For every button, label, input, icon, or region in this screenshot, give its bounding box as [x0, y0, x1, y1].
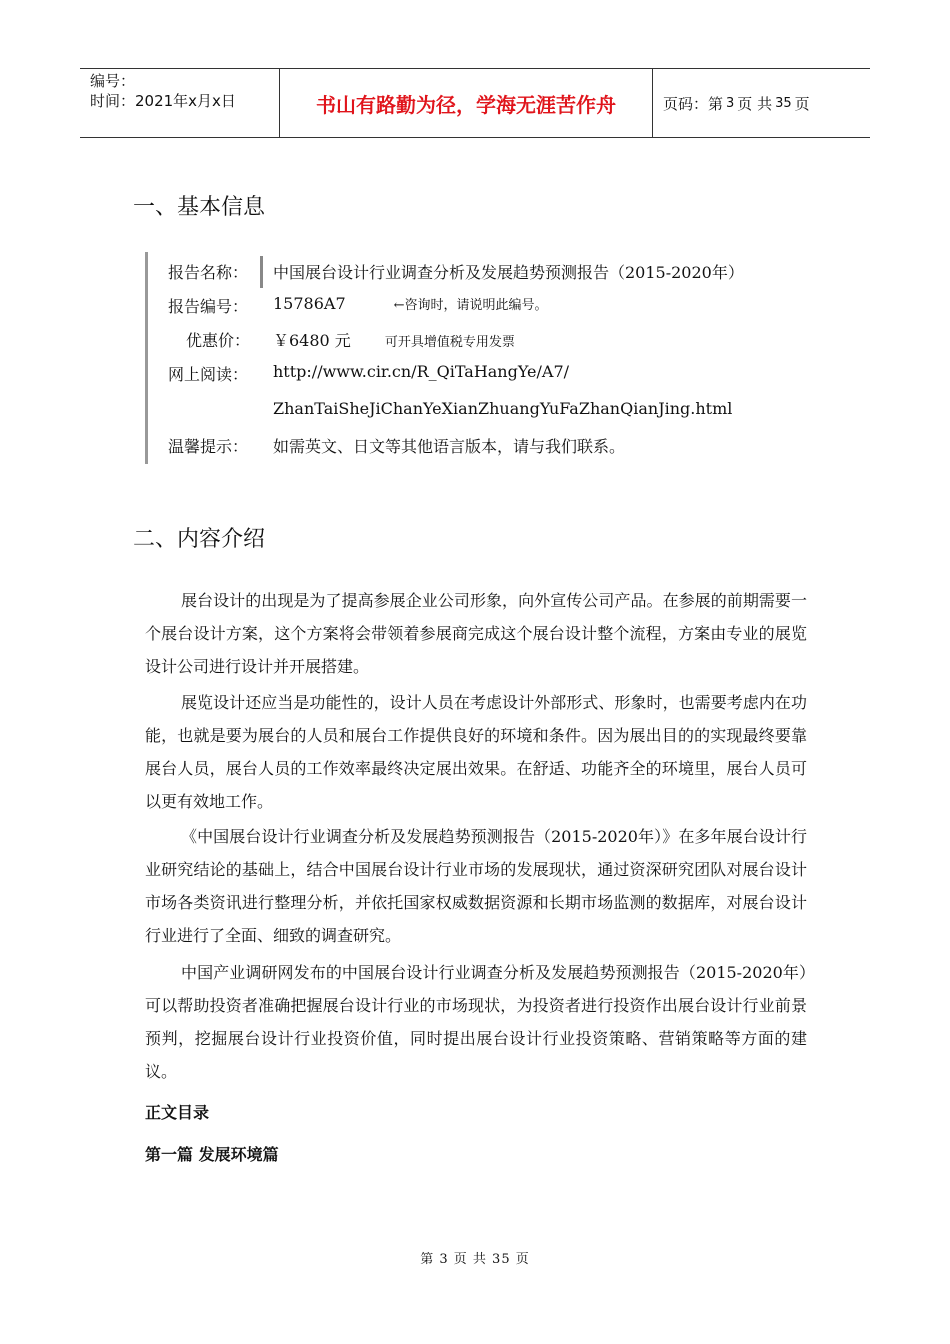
url-label: 网上阅读：: [168, 365, 249, 384]
price-value: ￥6480 元: [273, 331, 351, 350]
toc-part-1: 第一篇 发展环境篇: [145, 1145, 279, 1164]
page-footer: 第 3 页 共 35 页: [420, 1252, 530, 1267]
paragraph-2: 展览设计还应当是功能性的，设计人员在考虑设计外部形式、形象时，也需要考虑内在功能，也就是要为展台的人员和展台工作提供良好的环境和条件。因为展出目的的实现最终要靠展台人员，展台人员的工作效率最终决定展出效果。在舒适、功能齐全的环境里，展台人员可以更有效地工作。: [145, 693, 807, 811]
report-code-value: 15786A7: [273, 294, 346, 313]
page-number: 3: [726, 95, 735, 111]
paragraph-4: 中国产业调研网发布的中国展台设计行业调查分析及发展趋势预测报告（2015-2020年）可以帮助投资者准确把握展台设计行业的市场现状，为投资者进行投资作出展台设计行业前景预判，挖掘展台设计行业投资价值，同时提出展台设计行业投资策略、营销策略等方面的建议。: [145, 963, 807, 1081]
report-code-label: 报告编号：: [168, 297, 249, 316]
time-label: 时间：2021年x月x日: [90, 92, 236, 110]
paragraph-1: 展台设计的出现是为了提高参展企业公司形象，向外宣传公司产品。在参展的前期需要一个展台设计方案，这个方案将会带领着参展商完成这个展台设计整个流程，方案由专业的展览设计公司进行设计并开展搭建。: [145, 591, 807, 676]
info-block: [145, 252, 828, 464]
report-name-value: 中国展台设计行业调查分析及发展趋势预测报告（2015-2020年）: [273, 263, 744, 282]
header-meta: [80, 69, 280, 137]
report-code-note: ←咨询时，请说明此编号。: [393, 298, 548, 313]
page-suffix: 页: [794, 94, 810, 113]
page-total: 35: [775, 95, 792, 111]
code-label: 编号：: [90, 72, 136, 90]
url-line-2[interactable]: ZhanTaiSheJiChanYeXianZhuangYuFaZhanQianJing.html: [273, 399, 733, 418]
page-header: [80, 68, 870, 138]
page-prefix: 页码：第: [663, 94, 724, 113]
tip-label: 温馨提示：: [168, 437, 249, 456]
paragraph-3: 《中国展台设计行业调查分析及发展趋势预测报告（2015-2020年）》在多年展台设计行业研究结论的基础上，结合中国展台设计行业市场的发展现状，通过资深研究团队对展台设计市场各类资讯进行整理分析，并依托国家权威数据资源和长期市场监测的数据库，对展台设计行业进行了全面、细致的调查研究。: [145, 827, 807, 945]
section-title-basic-info: 一、基本信息: [133, 195, 266, 220]
header-page-info: [653, 69, 870, 137]
toc-title: 正文目录: [145, 1103, 210, 1122]
url-line-1[interactable]: http://www.cir.cn/R_QiTaHangYe/A7/: [273, 362, 570, 381]
tip-value: 如需英文、日文等其他语言版本，请与我们联系。: [273, 437, 626, 456]
info-divider: [260, 256, 263, 288]
report-name-label: 报告名称：: [168, 263, 249, 282]
page-mid: 页 共: [737, 94, 773, 113]
price-note: 可开具增值税专用发票: [384, 335, 515, 350]
section-title-content: 二、内容介绍: [133, 527, 266, 552]
report-code-value-wrap: [273, 294, 548, 313]
price-label: 优惠价：: [186, 331, 251, 350]
header-motto: 书山有路勤为径，学海无涯苦作舟: [280, 69, 653, 137]
price-value-wrap: [273, 328, 515, 351]
